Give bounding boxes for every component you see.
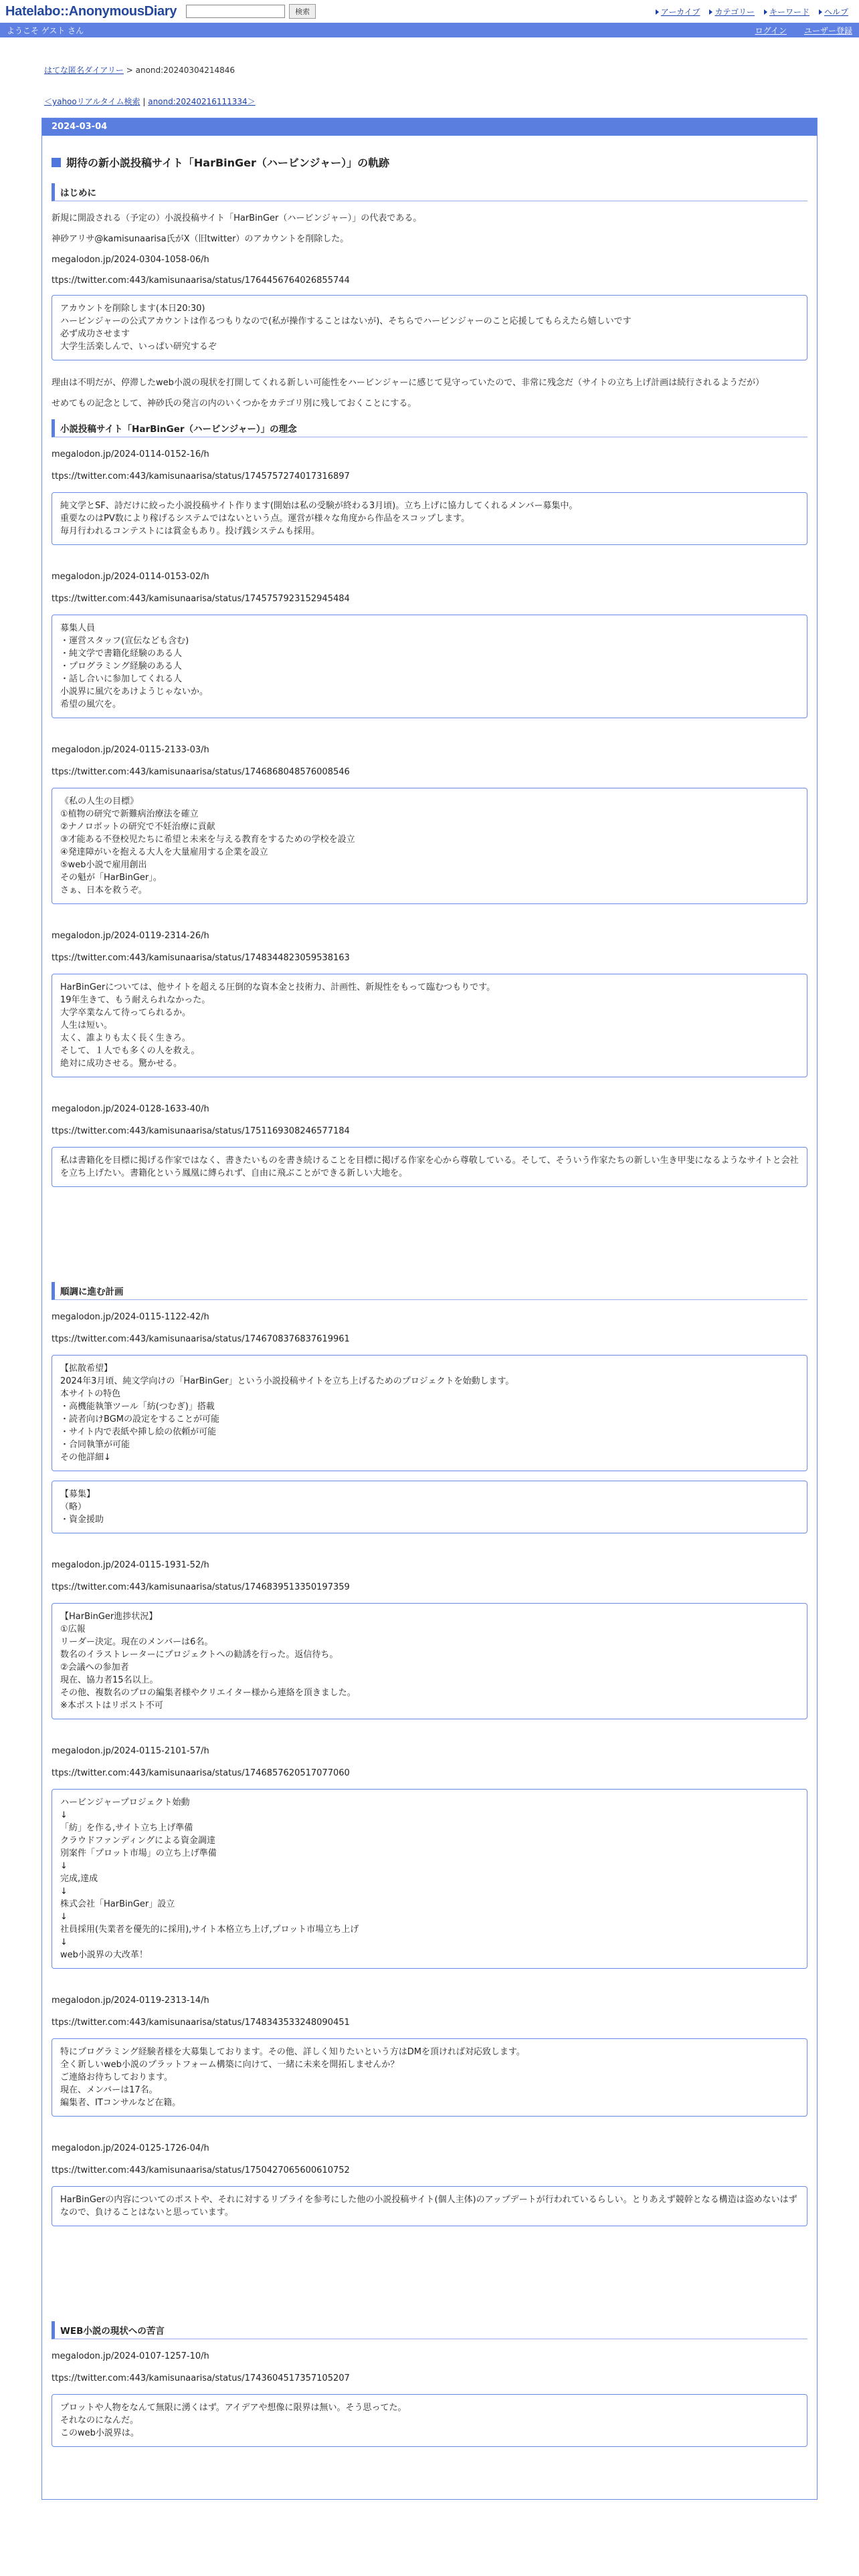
entry-body	[42, 136, 817, 2499]
quote-line: その他詳細↓	[60, 1453, 111, 1463]
quote-line: ・純文学で書籍化経験のある人	[60, 649, 183, 659]
quote-line: リーダー決定。現在のメンバーは6名。	[60, 1637, 213, 1647]
quote-block	[52, 974, 807, 1077]
triangle-bullet-icon	[709, 9, 712, 15]
source-url-line: ttps://twitter.com:443/kamisunaarisa/status/1746857620517077060	[52, 1768, 350, 1778]
section-heading-current: WEB小説の現状への苦言	[52, 2321, 807, 2339]
quote-line: その魁が「HarBinGer」。	[60, 873, 162, 883]
quote-line: 編集者、ITコンサルなど在籍。	[60, 2098, 181, 2108]
top-nav	[656, 6, 848, 17]
quote-line: 【募集】	[60, 1489, 96, 1499]
pager-separator: |	[140, 97, 149, 106]
quote-line: プロットや人物をなんて無限に湧くはず。アイデアや想像に限界は無い。そう思ってた。	[60, 2403, 407, 2413]
section-heading-plan: 順調に進む計画	[52, 1282, 807, 1300]
quote-line: 毎月行われるコンテストには賞金もあり。投げ銭システムも採用。	[60, 526, 320, 536]
quote-line: ハービンジャーの公式アカウントは作るつもりなので(私が操作することはないが)、そちらでハービンジャーのこと応援してもらえたら嬉しいです	[60, 316, 632, 326]
source-url-line: ttps://twitter.com:443/kamisunaarisa/status/1751169308246577184	[52, 1126, 350, 1136]
site-header	[0, 0, 859, 23]
breadcrumb-root-link[interactable]: はてな匿名ダイアリー	[44, 66, 124, 75]
quote-block	[52, 492, 807, 545]
quote-line: ↓	[60, 1887, 68, 1897]
plan-section	[52, 1311, 807, 2252]
section-heading-idea: 小説投稿サイト「HarBinGer（ハービンジャー）」の理念	[52, 419, 807, 437]
search-input[interactable]	[186, 5, 285, 18]
source-url-line: megalodon.jp/2024-0119-2314-26/h	[52, 931, 209, 941]
quote-line: ・資金援助	[60, 1515, 104, 1525]
quote-line: ・話し合いに参加してくれる人	[60, 674, 183, 684]
source-url-line: ttps://twitter.com:443/kamisunaarisa/status/1748343533248090451	[52, 2018, 350, 2028]
entry-date: 2024-03-04	[42, 118, 817, 136]
current-section	[52, 2350, 807, 2472]
quote-line: ②ナノロボットの研究で不妊治療に貢献	[60, 822, 215, 832]
quote-line: 社員採用(失業者を優先的に採用),サイト本格立ち上げ,プロット市場立ち上げ	[60, 1925, 359, 1935]
quote-line: ①植物の研究で新難病治療法を確立	[60, 809, 199, 819]
entry-title-text[interactable]: 期待の新小説投稿サイト「HarBinGer（ハービンジャー）」の軌跡	[66, 156, 390, 169]
breadcrumb-current: anond:20240304214846	[135, 66, 235, 75]
quote-block	[52, 1147, 807, 1187]
login-link[interactable]: ログイン	[755, 25, 787, 35]
quote-line: ご連絡お待ちしております。	[60, 2072, 173, 2082]
quote-line: それなのになんだ。	[60, 2416, 139, 2426]
source-url-line: ttps://twitter.com:443/kamisunaarisa/status/1750427065600610752	[52, 2165, 350, 2175]
block-spacer	[52, 2463, 807, 2472]
quote-line: 現在、メンバーは17名。	[60, 2085, 158, 2095]
source-url-line: ttps://twitter.com:443/kamisunaarisa/status/1746839513350197359	[52, 1582, 350, 1592]
section-heading-intro: はじめに	[52, 183, 807, 201]
quote-line: 《私の人生の目標》	[60, 796, 139, 807]
block-spacer	[52, 1985, 807, 1994]
quote-line: ↓	[60, 1810, 68, 1820]
quote-line: クラウドファンディングによる資金調達	[60, 1836, 216, 1846]
source-url-line: megalodon.jp/2024-0119-2313-14/h	[52, 1996, 209, 2006]
intro-paragraph: 神砂アリサ@kamisunaarisa氏がX（旧twitter）のアカウントを削除した。	[52, 234, 349, 244]
source-url-line: megalodon.jp/2024-0115-1122-42/h	[52, 1312, 209, 1322]
source-url-line: ttps://twitter.com:443/kamisunaarisa/status/1745757274017316897	[52, 471, 350, 481]
source-url-line: ttps://twitter.com:443/kamisunaarisa/status/1748344823059538163	[52, 953, 350, 963]
quote-line: ・運営スタッフ(宣伝なども含む)	[60, 636, 189, 646]
quote-line: ↓	[60, 1912, 68, 1922]
block-spacer	[52, 1203, 807, 1212]
quote-line: さぁ、日本を救うぞ。	[60, 885, 147, 895]
prev-entry-link[interactable]: ＜yahooリアルタイム検索	[44, 97, 140, 106]
quote-line: 19年生きて、もう耐えられなかった。	[60, 995, 211, 1005]
source-url-line: megalodon.jp/2024-0304-1058-06/h	[52, 255, 209, 265]
triangle-bullet-icon	[764, 9, 767, 15]
quote-block	[52, 1355, 807, 1471]
source-url-line: ttps://twitter.com:443/kamisunaarisa/status/1746868048576008546	[52, 767, 350, 777]
quote-block	[52, 1789, 807, 1969]
quote-line: 重要なのはPV数により稼げるシステムではないという点。運営が様々な角度から作品をスコップします。	[60, 514, 470, 524]
quote-block	[52, 2394, 807, 2447]
diary-entry	[41, 118, 818, 2500]
idea-section	[52, 448, 807, 1212]
source-url-line: ttps://twitter.com:443/kamisunaarisa/status/1764456764026855744	[52, 276, 350, 286]
block-spacer	[52, 734, 807, 744]
quote-line: 必ず成功させます	[60, 329, 130, 339]
quote-line: 「紡」を作る,サイト立ち上げ準備	[60, 1823, 193, 1833]
source-url-line: megalodon.jp/2024-0107-1257-10/h	[52, 2351, 209, 2361]
quote-line: そして、１人でも多くの人を救え。	[60, 1046, 200, 1056]
quote-line: 完成,達成	[60, 1874, 98, 1884]
quote-block	[52, 1481, 807, 1533]
block-spacer	[52, 1735, 807, 1745]
quote-line: 【拡散希望】	[60, 1364, 113, 1374]
quote-line: 特にプログラミング経験者様を大募集しております。その他、詳しく知りたいという方はDMを頂ければ対応致します。	[60, 2047, 525, 2057]
quote-line: このweb小説界は。	[60, 2428, 139, 2438]
next-entry-link[interactable]: anond:20240216111334＞	[148, 97, 256, 106]
source-url-line: megalodon.jp/2024-0114-0152-16/h	[52, 449, 209, 459]
quote-line: HarBinGerの内容についてのポストや、それに対するリプライを参考にした他の小説投稿サイト(個人主体)のアップデートが行われているらしい。とりあえず競幹となる構造は盗めないはずなので、負けることはないと思っています。	[60, 2195, 797, 2218]
source-url-line: megalodon.jp/2024-0115-2133-03/h	[52, 745, 209, 755]
quote-line: ④発達障がいを抱える大人を大量雇用する企業を設立	[60, 847, 268, 857]
quote-line: ハービンジャープロジェクト始動	[60, 1798, 190, 1808]
quote-line: 数名のイラストレーターにプロジェクトへの勧誘を行った。返信待ち。	[60, 1650, 339, 1660]
register-link[interactable]: ユーザー登録	[803, 25, 852, 35]
block-spacer	[52, 2242, 807, 2252]
quote-line: ③才能ある不登校児たちに希望と未来を与える教育をするための学校を設立	[60, 835, 355, 845]
source-url-line: megalodon.jp/2024-0125-1726-04/h	[52, 2143, 209, 2153]
quote-line: ↓	[60, 1861, 68, 1871]
quote-block	[52, 615, 807, 718]
quote-line: 純文学とSF、詩だけに絞った小説投稿サイト作ります(開始は私の受験が終わる3月頃)。立ち上げに協力してくれるメンバー募集中。	[60, 501, 578, 511]
block-spacer	[52, 1549, 807, 1559]
triangle-bullet-icon	[819, 9, 822, 15]
quote-line: （略）	[60, 1502, 87, 1512]
main-content	[41, 37, 818, 2500]
quote-block	[52, 788, 807, 904]
source-url-line: ttps://twitter.com:443/kamisunaarisa/status/1745757923152945484	[52, 594, 350, 604]
nav-category[interactable]: カテゴリー	[709, 6, 755, 17]
source-url-line: ttps://twitter.com:443/kamisunaarisa/status/1743604517357105207	[52, 2373, 350, 2383]
quote-line: その他、複数名のプロの編集者様やクリエイター様から連絡を頂きました。	[60, 1688, 356, 1698]
site-logo[interactable]: Hatelabo::AnonymousDiary	[5, 3, 177, 19]
block-spacer	[52, 920, 807, 930]
breadcrumb-separator: >	[123, 66, 136, 75]
triangle-bullet-icon	[656, 9, 659, 15]
quote-line: web小説界の大改革！	[60, 1950, 148, 1960]
quote-line: 大学卒業なんて待ってられるか。	[60, 1008, 191, 1018]
quote-line: アカウントを削除します(本日20:30)	[60, 304, 205, 314]
quote-line: 2024年3月頃、純文学向けの「HarBinGer」という小説投稿サイトを立ち上げるためのプロジェクトを始動します。	[60, 1376, 514, 1386]
quote-line: 私は書籍化を目標に掲げる作家ではなく、書きたいものを書き続けることを目標に掲げる作家を心から尊敬している。そして、そういう作家たちの新しい生き甲斐になるようなサイトと会社を立ち上げたい。書籍化という鳳凰に縛られず、自由に飛ぶことができる新しい大地を。	[60, 1156, 799, 1178]
search-button[interactable]: 検索	[289, 4, 316, 19]
quote-line: 大学生活楽しんで、いっぱい研究するぞ	[60, 342, 217, 352]
breadcrumb	[44, 64, 818, 76]
entry-title[interactable]	[52, 154, 807, 170]
source-url-line: megalodon.jp/2024-0128-1633-40/h	[52, 1104, 209, 1114]
intro-paragraph: 新規に開設される（予定の）小説投稿サイト「HarBinGer（ハービンジャー）」の代表である。	[52, 213, 422, 223]
quote-line: 全く新しいweb小説のプラットフォーム構築に向けて、一緒に未来を開拓しませんか？	[60, 2060, 399, 2070]
intro-paragraph: 理由は不明だが、停滞したweb小説の現状を打開してくれる新しい可能性をハービンジャーに感じて見守っていたので、非常に残念だ（サイトの立ち上げ計画は続行されるようだが）	[52, 378, 765, 388]
user-bar	[0, 23, 859, 37]
quote-line: 希望の風穴を。	[60, 700, 122, 710]
block-spacer	[52, 2133, 807, 2142]
quote-line: ・読者向けBGMの設定をすることが可能	[60, 1414, 219, 1424]
quote-line: ・プログラミング経験のある人	[60, 661, 182, 671]
nav-archive[interactable]: アーカイブ	[656, 6, 700, 17]
quote-line: ・合同執筆が可能	[60, 1440, 130, 1450]
block-spacer	[52, 561, 807, 570]
quote-line: 太く、誰よりも太く長く生きろ。	[60, 1033, 191, 1043]
quote-line: 小説界に風穴をあけようじゃないか。	[60, 687, 209, 697]
quote-line: 人生は短い。	[60, 1021, 113, 1031]
quote-line: ②会議への参加者	[60, 1662, 129, 1673]
quote-block	[52, 2038, 807, 2117]
quote-line: 現在、協力者15名以上。	[60, 1675, 159, 1685]
title-square-icon	[52, 158, 61, 167]
quote-line: 株式会社「HarBinGer」設立	[60, 1899, 175, 1909]
quote-line: 募集人員	[60, 623, 96, 633]
quote-line: ・高機能執筆ツール「紡(つむぎ)」搭載	[60, 1402, 215, 1412]
quote-line: 本サイトの特色	[60, 1389, 121, 1399]
quote-line: ⑤web小説で雇用創出	[60, 860, 147, 870]
quote-line: ①広報	[60, 1624, 86, 1634]
quote-line: HarBinGerについては、他サイトを超える圧倒的な資本金と技術力、計画性、新規性をもって臨むつもりです。	[60, 982, 496, 992]
intro-paragraph: せめてもの記念として、神砂氏の発言の内のいくつかをカテゴリ別に残しておくことにする。	[52, 399, 417, 409]
source-url-line: ttps://twitter.com:443/kamisunaarisa/status/1746708376837619961	[52, 1334, 350, 1344]
nav-keyword[interactable]: キーワード	[764, 6, 809, 17]
entry-pager	[44, 96, 818, 107]
quote-line: 【HarBinGer進捗状況】	[60, 1612, 158, 1622]
quote-block	[52, 2186, 807, 2226]
source-url-line: megalodon.jp/2024-0115-1931-52/h	[52, 1560, 209, 1570]
source-url-line: megalodon.jp/2024-0115-2101-57/h	[52, 1746, 209, 1756]
quote-line: ※本ポストはリポスト不可	[60, 1701, 163, 1711]
nav-help[interactable]: ヘルプ	[819, 6, 848, 17]
quote-block	[52, 295, 807, 360]
quote-block	[52, 1603, 807, 1719]
quote-line: ・サイト内で表紙や挿し絵の依頼が可能	[60, 1427, 217, 1437]
quote-line: 絶対に成功させる。驚かせる。	[60, 1059, 183, 1069]
quote-line: ↓	[60, 1937, 68, 1947]
block-spacer	[52, 1093, 807, 1103]
welcome-text: ようこそ ゲスト さん	[7, 25, 84, 35]
quote-line: 別案件「プロット市場」の立ち上げ準備	[60, 1848, 217, 1858]
source-url-line: megalodon.jp/2024-0114-0153-02/h	[52, 572, 209, 582]
